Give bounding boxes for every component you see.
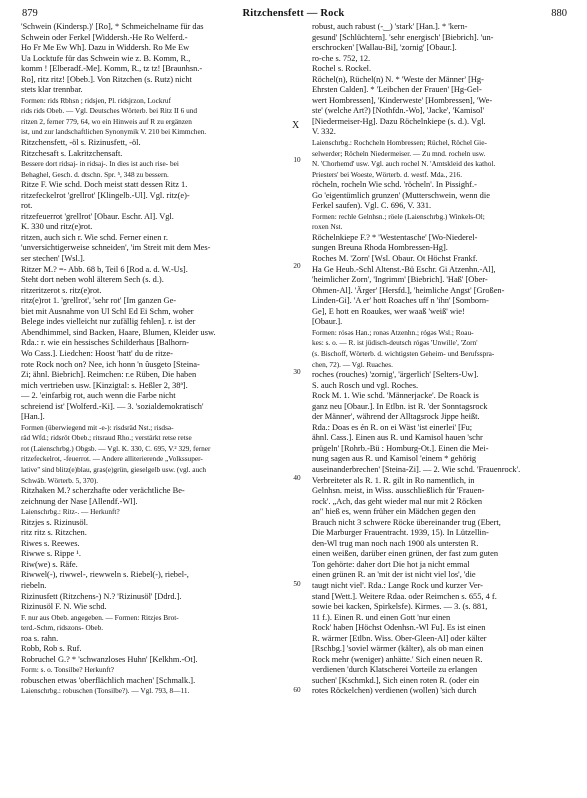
text-line: ist, und zur landschaftlichen Synonymik V. 210 bei Kimmchen.	[21, 127, 207, 137]
text-line: Rizinusfett (Ritzchens-) N.? 'Rizinusöl' [Ddrd.].	[21, 591, 182, 601]
text-line: der Männer', während der Alltagsrock Jippe heißt.	[312, 412, 480, 422]
text-line: Ge], E hott en Roaukes, wer waaß 'weiß' wie!	[312, 306, 465, 316]
text-line: zeichnung der Nase [Allendf.-Wl].	[21, 496, 138, 506]
page-number-right: 880	[551, 8, 567, 19]
text-line: robust, auch rabust (-‿) 'stark' [Han.]. * 'kern-	[312, 22, 468, 31]
text-line: Steht dort neben wohl älterem Sech (s. d.).	[21, 275, 164, 285]
text-line: auseinanderbrechen' [Steina-Zi]. — 2. Wie schd. 'Frauenrock'.	[312, 464, 521, 474]
text-line: rot (Laienschrbg.) Obgsb. — Vgl. K. 330, C. 695, V.² 329, ferner	[21, 443, 211, 453]
text-line: Ritzer M.? =- Abb. 68 b, Teil 6 [Rod a. d. W.-Us].	[21, 264, 188, 274]
text-line: selwerder; Röcheln Niedermeiser. — Zu mnd. rocheln usw.	[312, 148, 486, 158]
text-line: (s. Bischoff, Wörterb. d. wichtigsten Geheim- und Berufsspra-	[312, 348, 495, 358]
text-line: Schwein oder Ferkel [Widdersh.-He Ro Welferd.-	[21, 32, 188, 42]
text-line: wert Hombressen], 'Kinderweste' [Hombressen], 'We-	[312, 95, 493, 105]
text-line: Zi; ähnl. Biebrich]. Reimchen: r.e Rüben, Die haben	[21, 370, 197, 380]
text-line: suchen' [Kschmkd.], Sich einen roten R. (oder ein	[312, 675, 480, 685]
text-line: mich vertrieben usw. [Kinzigtal: s. Heßler 2, 38ª].	[21, 380, 188, 390]
text-line: Behaghel, Gesch. d. dtschn. Spr. ⁵, 348 zu bessern.	[21, 169, 169, 179]
text-line: verdienen 'durch Klatscherei Vorteile zu erlangen	[312, 665, 478, 675]
line-number: 30	[293, 368, 301, 376]
text-line: Formen: rósəs Han.; ronəs Atzenhn.; rógəs Wsl.; Roau-	[312, 327, 474, 337]
text-line: roa s. rahn.	[21, 633, 59, 643]
text-line: — 2. 'einfarbig rot, auch wenn die Farbe nicht	[21, 391, 176, 401]
text-line: stets klar trennbar.	[21, 85, 83, 95]
text-line: ro-che s. 752, 12.	[312, 53, 371, 63]
text-line: komm ! [Elberadf.-Me]. Komm, R., tz tz! [Braunhsn.-	[21, 64, 203, 74]
text-line: prügeln' [Rohrb.-Bü : Homburg-Ot.]. Einen die Mei-	[312, 443, 489, 453]
text-line: sowie bei kacken, Spirkelsfe). Kirmes. — 3. (s. 881,	[312, 602, 488, 612]
text-line: ritzefeuerrot 'grellrot' [Obaur. Eschr. Al]. Vgl.	[21, 211, 174, 221]
text-line: ser stechen' [Wsl.].	[21, 254, 85, 264]
text-line: chen, 72). — Vgl. Ruaches.	[312, 359, 393, 369]
text-line: Rizinusöl F. N. Wie schd.	[21, 602, 107, 612]
text-line: riebeln.	[21, 580, 47, 590]
text-line: an" hieß es, wenn früher ein Mädchen gegen den	[312, 507, 476, 517]
text-line: sungen Breuna Rhoda Hombressen-Hg].	[312, 243, 448, 253]
text-line: Rock' haben [Höchst Odenhsn.-Wl Fu]. Es ist einen	[312, 623, 486, 633]
text-line: roches (rouches) 'zornig', 'ärgerlich' [Selters-Uw].	[312, 370, 479, 380]
text-line: Form: s. o. Tonsilbe? Herkunft?	[21, 665, 114, 675]
text-line: S. auch Rosch und vgl. Roches.	[312, 380, 419, 390]
text-line: V. 332.	[312, 127, 336, 137]
text-line: nung sagen aus R. und Kamisol 'einem * gehörig	[312, 454, 477, 464]
line-number: 40	[293, 474, 301, 482]
text-line: 'unversichtigerweise schneiden', 'im Streit mit dem Mes-	[21, 243, 211, 253]
text-line: stand [Wett.]. Weitere Rdaa. oder Reimchen s. 655, 4 f.	[312, 591, 497, 601]
text-line: Ton gehörte: daher dort Die hot ja nicht emmal	[312, 559, 470, 569]
text-line: kes: s. o. — R. ist jüdisch-deutsch rógəs 'Unwille', 'Zorn'	[312, 338, 478, 348]
text-line: R. wärmer [Etlbn. Wiss. Ober-Gleen-Al] oder kälter	[312, 633, 487, 643]
text-line: Ritzchensfett, -öl s. Rizinusfett, -öl.	[21, 138, 141, 148]
left-column	[21, 22, 298, 792]
text-line: Verbreiteter als R. 1. R. gilt in Ro namentlich, in	[312, 475, 475, 485]
line-number: 60	[293, 686, 301, 694]
text-line: Rda.: Doas es én R. on ei Wäst 'ist einerlei' [Fu;	[312, 422, 473, 432]
text-line: Riw(we) s. Räfe.	[21, 559, 78, 569]
text-line: Riwwe s. Rippe ¹.	[21, 549, 81, 559]
text-line: Laienschrbg.: Ritz-. — Herkunft?	[21, 507, 120, 517]
text-line: Rock M. 1. Wie schd. 'Männerjacke'. De Roack is	[312, 391, 479, 401]
text-line: räd Wfd.; ridsröt Obeb.; ritsraud Rho.; verstärkt retse retse	[21, 433, 192, 443]
text-line: 'Schwein (Kindersp.)' [Ro], * Schmeichelname für das	[21, 22, 204, 31]
text-line: röcheln, rocheln Wie schd. 'röcheln'. In Pissighf.-	[312, 180, 477, 190]
text-line: biet mit Ausnahme von Ul Schl Ed Ei Schm, woher	[21, 306, 194, 316]
text-line: Ohmen-Al]. 'Ärger' [Hersfd.], 'heimliche Angst' [Großen-	[312, 285, 505, 295]
text-line: schreiend ist' [Wolferd.-Ki]. — 3. 'sozialdemokratisch'	[21, 401, 204, 411]
text-line: 11 f.). Einen R. und einen Gott 'nur einen	[312, 612, 451, 622]
text-line: rids rids Obeb. — Vgl. Deutsches Wörterb. bei Ritz II 6 und	[21, 106, 198, 116]
text-line: Gelnhsn. meist, in Wiss. ausschließlich für 'Frauen-	[312, 486, 485, 496]
text-line: Brauch nicht 3 schwere Röcke übereinander trug (Ebert,	[312, 517, 501, 527]
text-line: ritzen 2, ferner 779, 64, wo ein Hinweis auf R zu ergänzen	[21, 116, 192, 126]
text-line: ritzefeckelrot, -feuerrot. — Andere alliterierende „Volkssuper-	[21, 454, 203, 464]
text-line: Robb, Rob s. Ruf.	[21, 644, 82, 654]
text-line: ste' (welche Art?) [Nothfdn.-Wo], 'Jacke', 'Kamisol'	[312, 106, 484, 116]
text-line: Ferkel saufen). Vgl. C. 696, V. 331.	[312, 201, 432, 211]
text-line: rot.	[21, 201, 33, 211]
text-line: ganz neu [Obaur.]. In Etlbn. ist R. 'der Sonntagsrock	[312, 401, 488, 411]
text-line: K. 330 und ritz(e)rot.	[21, 222, 93, 232]
line-number: 50	[293, 580, 301, 588]
text-line: Riwwel(-), riwwel-, riewweln s. Riebel(-), riebel-,	[21, 570, 189, 580]
text-line: ähnl. Cass.]. Einen aus R. und Kamisol hauen 'schr	[312, 433, 483, 443]
line-number: 10	[293, 156, 301, 164]
text-line: terd.-Schm, ridszons- Obeb.	[21, 623, 104, 633]
line-number: 20	[293, 262, 301, 270]
page-number-left: 879	[22, 8, 38, 19]
text-line: lative" sind blitz(e)blau, gras(e)grün, gieselgelb usw. (vgl. auch	[21, 464, 207, 474]
text-line: ritzeritzerot s. ritz(e)rot.	[21, 285, 102, 295]
text-line: Rock mehr (weniger) anhätte.' Sich einen neuen R.	[312, 654, 483, 664]
text-line: [Obaur.].	[312, 317, 343, 327]
text-line: roxen Nst.	[312, 222, 343, 232]
margin-mark: X	[292, 120, 300, 131]
text-line: Bessere dort ridsaj- in ridsaj-. In dies ist auch rise- bei	[21, 159, 179, 169]
text-line: rote Rock noch on? Nee, ich honn 'n ûusgeto [Steina-	[21, 359, 200, 369]
text-line: Laienschrbg.: Rochcheln Hombressen; Rüchel, Röchel Gie-	[312, 138, 487, 148]
text-line: Ha Ge Heub.-Schl Altenst.-Bü Eschr. Gi Atzenhn.-Al],	[312, 264, 496, 274]
text-line: [Niedermeiser-Hg]. Dazu Röchelnkiepe (s. d.). Vgl.	[312, 116, 486, 126]
text-line: Ua Locktufe für das Schwein wie z. B. Komm, R.,	[21, 53, 191, 63]
text-line: Wo Cass.]. Liedchen: Hoost 'hatt' du de ritzе-	[21, 348, 173, 358]
text-line: [Rschbg.] 'soviel wärmer (kälter), als ob man einen	[312, 644, 484, 654]
text-line: Die Marburger Frauentracht. 1939, 15). In Lützellin-	[312, 528, 489, 538]
text-line: rock'. „Ach, das geht wieder mal nur mit 2 Röcken	[312, 496, 483, 506]
text-line: den-Wl trug man noch nach 1900 als untersten R.	[312, 538, 479, 548]
text-line: Robruchel G.? * 'schwanzloses Huhn' [Kelkhm.-Ot].	[21, 654, 198, 664]
text-line: Rochel s. Rockel.	[312, 64, 372, 74]
text-line: Ho Fr Me Ew Wh]. Dazu in Widdersh. Ro Me Ew	[21, 43, 190, 53]
text-line: gesund' [Schlüchtern]. 'sehr energisch' [Biebrich]. 'un-	[312, 32, 494, 42]
text-line: Roches M. 'Zorn' [Wsl. Obaur. Ot Höchst Frankf.	[312, 254, 478, 264]
text-line: taugt nicht viel'. Rda.: Lange Rock und kurzer Ver-	[312, 580, 483, 590]
page-header	[0, 8, 587, 22]
text-line: ritzen, auch sich r. Wie schd. Ferner einen r.	[21, 232, 168, 242]
text-line: ritz ritz s. Ritzchen.	[21, 528, 87, 538]
text-line: Laienschrbg.: robuschen (Tonsilbe?). — Vgl. 793, 8—11.	[21, 686, 190, 696]
text-line: Röchel(n), Rüchel(n) N. * 'Weste der Männer' [Hg-	[312, 74, 484, 84]
text-line: Go 'eigentümlich grunzen' (Mutterschwein, wenn die	[312, 190, 490, 200]
text-line: Formen: rids Rbhsn ; ridsjen, Pl. ridsjrzon, Lockruf	[21, 95, 171, 105]
text-line: einen grünen R. an 'mit der ist nicht viel los', 'die	[312, 570, 476, 580]
text-line: Abendhimmel, sind Backen, Haare, Blumen, Kleider usw.	[21, 327, 216, 337]
text-line: robuschen etwas 'oberflächlich machen' [Schmalk.].	[21, 675, 196, 685]
text-line: Formen (überwiegend mit -e-): risdsräd Nst.; risdsə-	[21, 422, 174, 432]
text-line: [Han.].	[21, 412, 45, 422]
text-line: Ritzhaken M.? scherzhafte oder verächtliche Be-	[21, 486, 185, 496]
text-line: 'heimlicher Zorn', 'Ingrimm' [Biebrich]. 'Haß' [Ober-	[312, 275, 488, 285]
text-line: N. 'Chorhemd' usw. Vgl. auch rochel N. 'Amtskleid des kathol.	[312, 159, 496, 169]
right-column	[312, 22, 569, 792]
text-line: Belege indes vielleicht nur zufällig fehlen]. r. ist der	[21, 317, 196, 327]
text-line: Priesters' bei Woeste, Wörterb. d. westf. Mda., 216.	[312, 169, 463, 179]
text-line: Ro], ritz ritz! [Obeb.]. Von Ritzchen (s. Rutz) nicht	[21, 74, 192, 84]
text-line: ritz(e)rot 1. 'grellrot', 'sehr rot' [Im ganzen Ge-	[21, 296, 177, 306]
text-line: Linden-Gi]. 'A er' hott Roaches uff n 'ihn' [Somborn-	[312, 296, 489, 306]
text-line: Rda.: r. wie ein hessisches Schilderhaus [Balhorn-	[21, 338, 189, 348]
text-line: rotes Röckelchen) verdienen (wollen) 'sich durch	[312, 686, 477, 696]
text-line: Schwäb. Wörterb. 5, 370).	[21, 475, 99, 485]
text-line: F. nur aus Obeb. angegeben. — Formen: Ritzjes Brot-	[21, 612, 179, 622]
text-line: erschrocken' [Wallau-Bi], 'zornig' [Obaur.].	[312, 43, 457, 53]
text-line: Ritzchesaft s. Lakritzchensaft.	[21, 148, 123, 158]
text-line: Röchelnkiepe F.? * 'Westentasche' [Wo-Niederel-	[312, 232, 478, 242]
text-line: Ritze F. Wie schd. Doch meist statt dessen Ritz 1.	[21, 180, 188, 190]
text-line: Riwes s. Reewes.	[21, 538, 80, 548]
text-line: Formen: rechle Gelnhsn.; röele (Laienschrbg.) Winkels-Ol;	[312, 211, 485, 221]
text-line: ritzefeckelrot 'grellrot' [Klingelb.-Ul]. Vgl. ritz(e)-	[21, 190, 190, 200]
text-line: einen weißen, darüber einen grünen, der fast zum guten	[312, 549, 499, 559]
text-line: Ehrsten Calden]. * 'Leibchen der Frauen' [Hg-Gel-	[312, 85, 482, 95]
text-line: Ritzjes s. Rizinusöl.	[21, 517, 88, 527]
running-head: Ritzchensfett — Rock	[242, 8, 345, 19]
